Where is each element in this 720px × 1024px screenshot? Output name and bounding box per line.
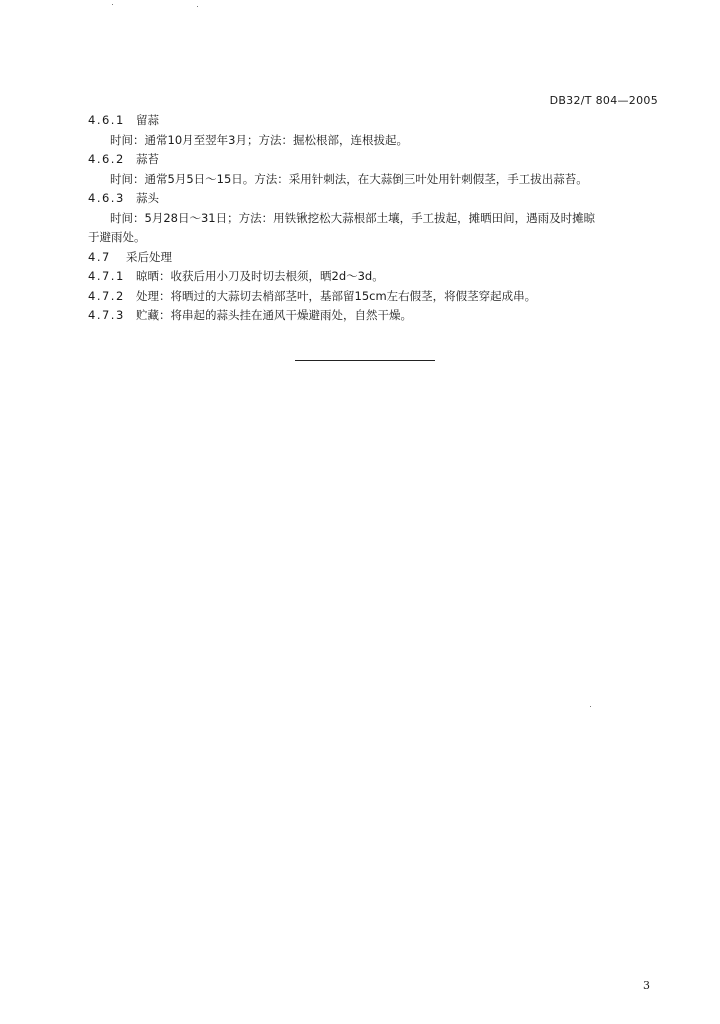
section-title: 采后处理 <box>126 249 172 264</box>
section-heading-4-7-1 <box>88 267 658 287</box>
section-number: 4.7.2 <box>88 288 125 303</box>
section-number: 4.6.2 <box>88 152 125 166</box>
end-rule <box>295 360 435 361</box>
section-heading-4-7 <box>88 248 658 268</box>
section-number: 4.7 <box>88 249 111 264</box>
section-number: 4.7.3 <box>88 308 125 322</box>
section-heading-4-6-2 <box>88 150 658 170</box>
page-number: 3 <box>643 979 650 992</box>
section-title: 蒜苔 <box>136 152 159 166</box>
document-body <box>88 111 658 326</box>
section-heading-4-7-2 <box>88 287 658 307</box>
section-title: 蒜头 <box>136 191 159 205</box>
scan-speck <box>590 706 591 707</box>
section-number: 4.7.1 <box>88 269 125 283</box>
section-heading-4-7-3 <box>88 306 658 326</box>
section-title: 贮藏：将串起的蒜头挂在通风干燥避雨处，自然干燥。 <box>136 308 412 322</box>
section-title: 留蒜 <box>136 113 159 127</box>
section-body-continuation: 于避雨处。 <box>88 230 146 244</box>
standard-number: DB32/T 804—2005 <box>549 94 658 107</box>
section-number: 4.6.3 <box>88 191 125 205</box>
section-body: 时间：5月28日～31日；方法：用铁锹挖松大蒜根部土壤，手工拔起，摊晒田间，遇雨及时摊晾 <box>110 210 596 225</box>
section-title: 处理：将晒过的大蒜切去梢部茎叶，基部留15cm左右假茎，将假茎穿起成串。 <box>136 288 537 303</box>
scan-speck <box>197 6 198 7</box>
scan-speck <box>112 4 113 5</box>
section-body: 时间：通常10月至翌年3月；方法：掘松根部，连根拔起。 <box>110 132 408 147</box>
section-heading-4-6-1 <box>88 111 658 131</box>
section-title: 晾晒：收获后用小刀及时切去根须，晒2d～3d。 <box>136 269 384 283</box>
section-body: 时间：通常5月5日～15日。方法：采用针刺法，在大蒜倒三叶处用针刺假茎，手工拔出蒜苔。 <box>110 171 588 186</box>
section-heading-4-6-3 <box>88 189 658 209</box>
section-number: 4.6.1 <box>88 113 125 127</box>
